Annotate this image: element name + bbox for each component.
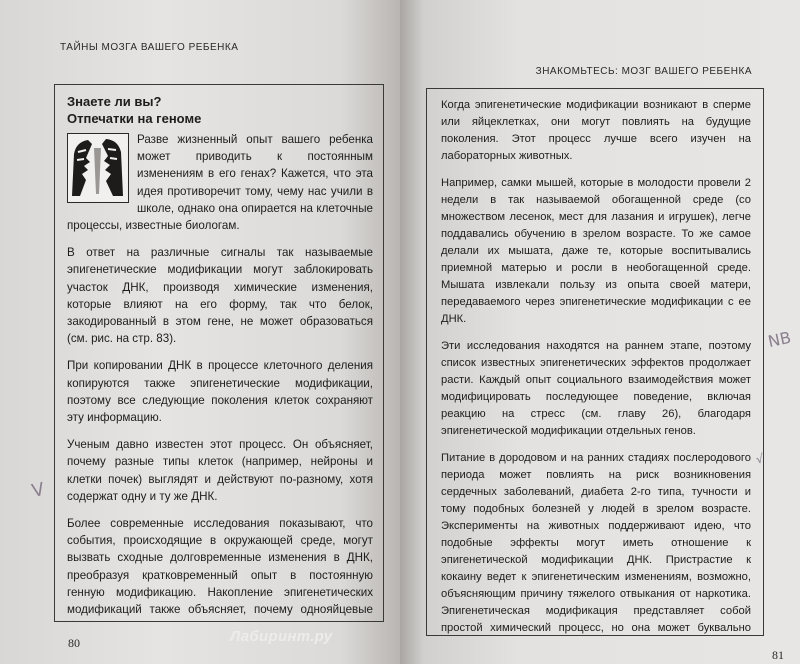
right-page-number: 81 [772, 648, 784, 662]
right-paragraph-3: Эти исследования находятся на раннем этапе, поэтому список известных эпигенетических эффектов продолжает расти. Каждый опыт социального взаимодействия может модифицировать последующее поведение, включая реакцию на стресс (см. главу 26), благодаря эпигенетической модификации отдельных генов. [441, 340, 751, 437]
pencil-check-mark-right: √ [754, 451, 766, 467]
right-page [400, 0, 800, 664]
left-page-number: 80 [68, 636, 80, 650]
right-paragraph-4: Питание в дородовом и на ранних стадиях послеродового периода может повлиять на риск возникновения сердечных заболеваний, диабета 2-го типа, тучности и тому подобных болезней у людей в зрелом возрасте. Эксперименты на животных поддерживают идею, что подобные эффекты могут иметь отношение к эпигенетической модификации ДНК. Пристрастие к кокаину ведет к эпигенетическим изменениям, возможно, объясняющим причину тяжелого отвыкания от наркотика. Эпигенетическая модификация представляет собой простой химический процесс, но она может буквально [441, 452, 751, 634]
box-title-line1: Знаете ли вы? [67, 94, 162, 109]
faces-icon [68, 134, 127, 201]
left-running-head: ТАЙНЫ МОЗГА ВАШЕГО РЕБЕНКА [60, 42, 239, 53]
right-running-head: ЗНАКОМЬТЕСЬ: МОЗГ ВАШЕГО РЕБЕНКА [535, 66, 752, 77]
box-paragraph-2: В ответ на различные сигналы так называемые эпигенетические модификации могут заблокировать участок ДНК, производя химические изменения, которые влияют на его форму, так что белок, закодированный в этом гене, не может образоваться (см. рис. на стр. 83). [67, 246, 373, 346]
pencil-nb-note: NB [766, 327, 793, 352]
did-you-know-box [54, 84, 384, 622]
box-paragraph-3: При копировании ДНК в процессе клеточного деления копируются также эпигенетические модификации, поэтому все следующие поколения клеток сохраняют эту информацию. [67, 359, 373, 425]
continued-box [426, 88, 764, 636]
box-paragraph-5: Более современные исследования показывают, что события, происходящие в окружающей среде, могут вызвать сходные долговременные изменения в ДНК, преобразуя кратковременный опыт в постоянную генную модификацию. Накопление эпигенетических модификаций также объясняет, почему однояйцевые [67, 517, 373, 617]
site-watermark: Лабиринт.ру [230, 628, 333, 645]
box-paragraph-4: Ученым давно известен этот процесс. Он объясняет, почему разные типы клеток (например, нейроны и клетки почек) выглядят и действуют по-разному, хотя содержат одну и ту же ДНК. [67, 438, 373, 503]
box-paragraph-1: Разве жизненный опыт вашего ребенка может приводить к постоянным изменениям в его генах? Кажется, что эта идея противоречит тому, чему нас учили в школе, однако она опирается на клеточные процессы, известные биологам. [67, 133, 373, 233]
box-title-line2: Отпечатки на геноме [67, 111, 202, 126]
two-faces-illustration [67, 133, 129, 203]
box-title [67, 93, 373, 127]
right-paragraph-1: Когда эпигенетические модификации возникают в сперме или яйцеклетках, они могут повлиять на будущие поколения. Этот процесс лучше всего изучен на лабораторных животных. [441, 99, 751, 162]
right-paragraph-2: Например, самки мышей, которые в молодости провели 2 недели в так называемой обогащенной среде (со множеством лесенок, мест для лазания и игрушек), легче поддавались обучению в зрелом возрасте. То же самое делали их мышата, даже те, которые воспитывались приемной матерью и росли в необогащенной среде. Мышата извлекали пользу из опыта своей матери, передаваемого через эпигенетические модификации с ее ДНК. [441, 177, 751, 325]
pencil-check-mark-left: V [29, 478, 47, 503]
